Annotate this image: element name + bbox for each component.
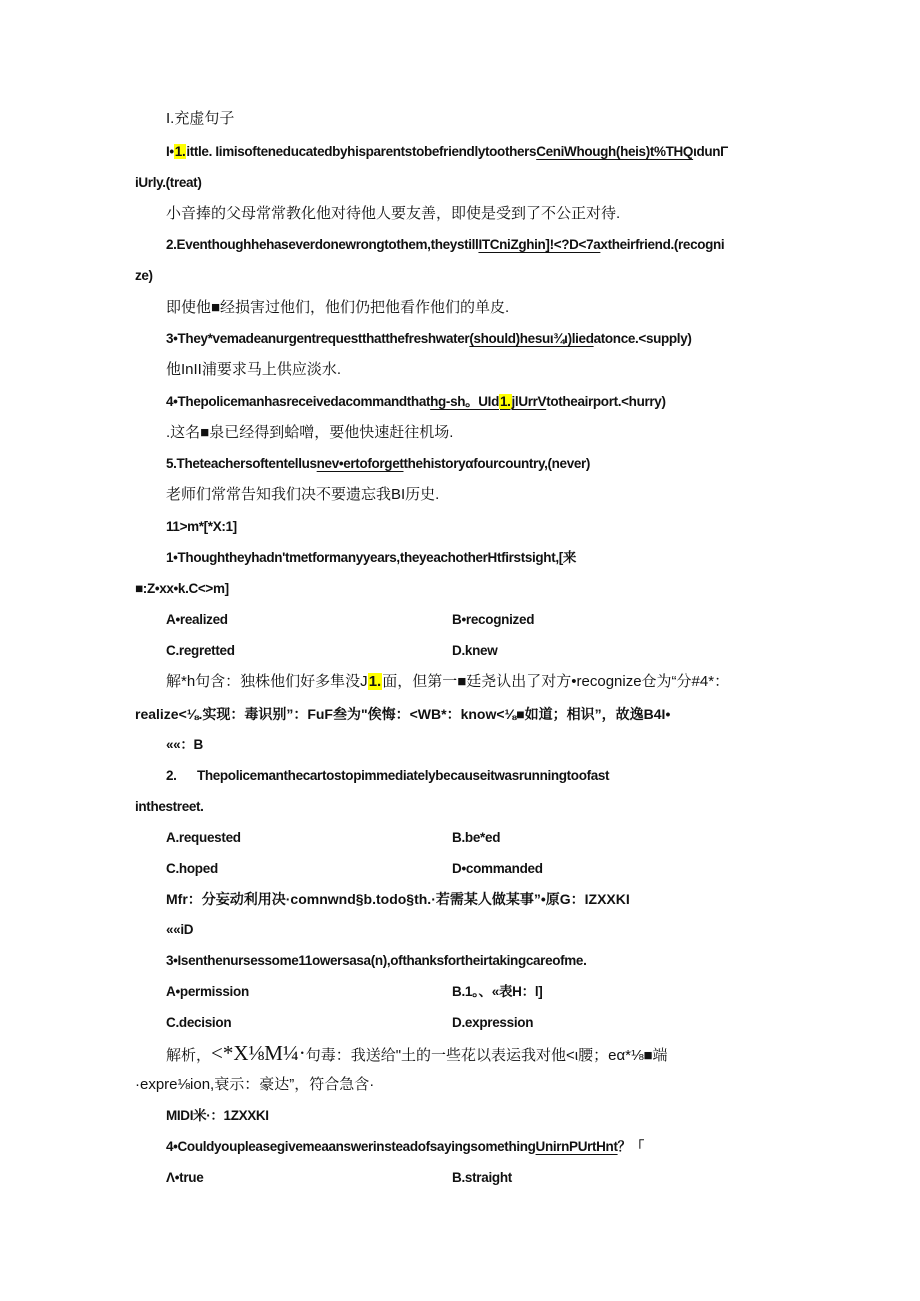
s2-q2-line2: inthestreet.: [135, 799, 204, 814]
s1-q1-translation: 小音捧的父母常常教化他对待他人要友善，即使是受到了不公正对待.: [166, 205, 621, 222]
s1-q4-text: 4•Thepolicemanhasreceivedacommandthat: [166, 394, 431, 409]
s2-q4-option-b: B.straight: [452, 1170, 513, 1185]
s1-q2-translation: 即使他■经损害过他们，他们仍把他看作他们的单皮.: [166, 299, 510, 316]
s1-q5-text: 5.Theteachersoftentellus: [166, 456, 317, 471]
s1-q5-answer: nev•ertoforget: [316, 456, 404, 471]
s1-q5-line1: [166, 454, 590, 474]
s2-q3-explanation-line1: [166, 1043, 668, 1066]
s1-q3-line1: [166, 329, 692, 349]
s1-q4-answer-part2: jlUrrV: [511, 394, 547, 409]
s1-q2-text-end: xtheirfriend.(recogni: [600, 237, 725, 252]
s2-q2-option-a: A.requested: [166, 830, 241, 845]
s1-q5-text-end: thehistoryαfourcountry,(never): [403, 456, 591, 471]
s1-q1-line1: [166, 142, 728, 162]
s2-q2-option-c: C.hoped: [166, 861, 218, 876]
s2-q3-exp-label: 解析，: [166, 1047, 212, 1064]
s2-q4-line1: [166, 1137, 644, 1157]
s1-q2-answer: ITCniZghin]!<?D<7a: [478, 237, 601, 252]
s2-q1-exp-text-end: 面，但第一■廷尧认出了对方•recognize仓为“分#4*：: [382, 673, 730, 690]
s2-q3-option-c: C.decision: [166, 1015, 232, 1030]
s2-q3-option-a: A•permission: [166, 984, 249, 999]
s1-q2-text: 2.Eventhoughhehaseverdonewrongtothem,theystill: [166, 237, 479, 252]
s2-q1-explanation-line2: realize<⅛.实现：毒识别”：FuF叁为"俟悔：<WB*：know<⅛■如道；相识”，故逸B4I•: [135, 706, 671, 722]
s2-q1-highlight: 1.: [368, 673, 382, 690]
s2-q1-option-d: D.knew: [452, 643, 498, 658]
s1-q1-answer: CeniWhough(heis)t%THQ: [536, 144, 694, 159]
section-2-title: 11>m*[*X:1]: [166, 519, 237, 534]
s1-q1-text: ittle. Iimisofteneducatedbyhisparentstobefriendlytoothers: [186, 144, 537, 159]
section-1-title: I.充虚句子: [166, 110, 235, 127]
s1-q2-line1: [166, 235, 724, 255]
s1-q5-translation: 老师们常常告知我们决不要遗忘我BI历史.: [166, 486, 440, 503]
s1-q1-text-end: ιdunΓ: [693, 144, 728, 159]
s2-q3-answer: MIDI米·：1ZXXKI: [166, 1108, 269, 1123]
s1-q2-line2: ze): [135, 268, 153, 283]
s2-q3-explanation-line2: ·expre⅛ion,衰示：豪达”，符合急含·: [135, 1076, 375, 1093]
s2-q1-option-c: C.regretted: [166, 643, 235, 658]
s1-q3-text-end: atonce.<supply): [593, 331, 692, 346]
s2-q2-option-b: B.be*ed: [452, 830, 501, 845]
s2-q2-line1: 2. Thepolicemanthecartostopimmediatelybecauseitwasrunningtoofast: [166, 768, 610, 783]
s2-q3-option-d: D.expression: [452, 1015, 534, 1030]
s1-q4-highlight: 1.: [499, 394, 511, 409]
s1-q3-translation: 他InII浦要求马上供应淡水.: [166, 361, 342, 378]
s2-q2-answer: ««iD: [166, 922, 194, 937]
s1-q3-text: 3•They*vemadeanurgentrequestthatthefreshwater: [166, 331, 470, 346]
s1-q1-line2: iUrly.(treat): [135, 175, 202, 190]
s2-q1-option-b: B•recognized: [452, 612, 535, 627]
s1-q4-translation: .这名■泉已经得到蛤噌，要他快速赶往机场.: [166, 424, 454, 441]
s2-q1-line2: ■:Z•xx•k.C<>m]: [135, 581, 229, 596]
s1-q4-text-end: totheairport.<hurry): [546, 394, 666, 409]
s2-q3-line1: 3•Isenthenursessome11owersasa(n),ofthanksfortheirtakingcareofme.: [166, 953, 587, 968]
s1-q4-answer: [430, 394, 546, 409]
s2-q2-explanation: Mfr：分妄动利用决·comnwnd§b.todo§th.·若需某人做某事”•原G：IZXXKI: [166, 891, 630, 907]
s2-q1-option-a: A•realized: [166, 612, 228, 627]
s1-q4-answer-part1: hg-sh。UId: [430, 394, 499, 409]
s2-q1-exp-text: 解*h句含：独株他们好多隼没J: [166, 673, 368, 690]
s1-q4-line1: [166, 392, 666, 412]
s1-q1-number: I•: [166, 144, 174, 159]
s2-q4-text: 4•Couldyoupleasegivemeaanswerinsteadofsayingsomething: [166, 1139, 536, 1154]
s2-q1-line1: 1•Thoughtheyhadn'tmetformanyyears,theyeachotherHtfirstsight,[来: [166, 550, 577, 565]
s2-q1-explanation-line1: [166, 672, 729, 692]
s2-q4-text-end: ？「: [617, 1139, 644, 1154]
s2-q4-option-a: Λ•true: [166, 1170, 204, 1185]
s2-q3-option-b: B.1。、«表H：l]: [452, 984, 543, 999]
s2-q1-answer: ««：B: [166, 737, 203, 752]
s2-q3-exp-large: <*X⅛M¼·: [211, 1041, 306, 1065]
s2-q3-exp-text: 句毒：我送给"土的一些花以表运我对他<ι腰；eα*⅛■端: [305, 1047, 668, 1064]
s1-q3-answer: (should)hesuι¾ι)lied: [469, 331, 594, 346]
s1-q1-highlight: 1.: [174, 144, 186, 159]
s2-q2-option-d: D•commanded: [452, 861, 543, 876]
s2-q4-answer: UnirnPUrtHnt: [535, 1139, 618, 1154]
